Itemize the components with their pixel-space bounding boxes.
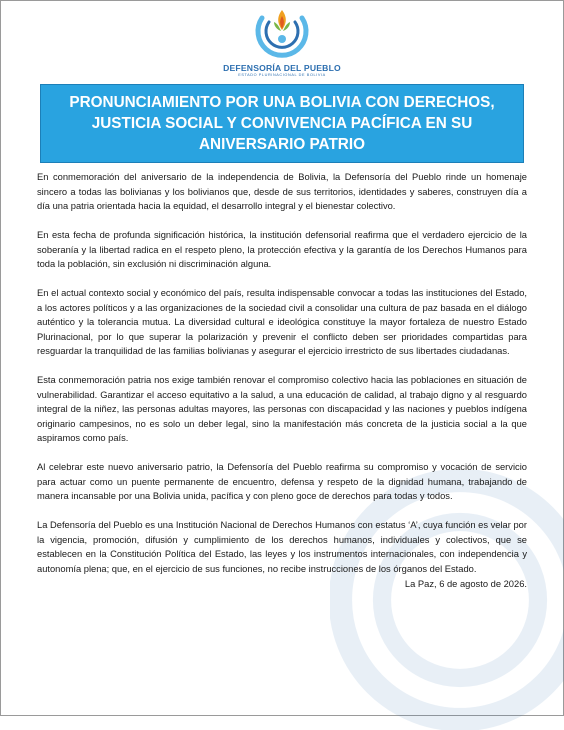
paragraph: Esta conmemoración patria nos exige también renovar el compromiso colectivo hacia las poblaciones en situación de vulnerabilidad. Garantizar el acceso equitativo a la salud, a una educación de calidad, al trabajo digno y al resguardo integral de la niñez, las personas adultas mayores, las personas con discapacidad y las naciones y pueblos indígena originario campesinos, no es solo un deber legal, sino la manifestación más concreta de la justicia social a la que aspiramos como país. xyxy=(37,375,527,443)
header-logo xyxy=(220,2,344,82)
defensoria-emblem-icon xyxy=(252,2,312,62)
title-banner xyxy=(40,84,524,163)
logo-subtitle: ESTADO PLURINACIONAL DE BOLIVIA xyxy=(238,73,326,77)
paragraph: La Defensoría del Pueblo es una Institución Nacional de Derechos Humanos con estatus ‘A’, cuya función es velar por la vigencia, promoción, difusión y cumplimiento de los derechos humanos, individuales y colectivos, que se establecen en la Constitución Política del Estado, las leyes y los instrumentos internacionales, con independencia y autonomía plena; que, en el ejercicio de sus funciones, no recibe instrucciones de los órganos del Estado. xyxy=(37,520,527,574)
paragraph: Al celebrar este nuevo aniversario patrio, la Defensoría del Pueblo reafirma su compromiso y vocación de servicio para actuar como un puente permanente de encuentro, defensa y respeto de la dignidad humana, trabajando de manera incansable por una Bolivia unida, pacífica y con pleno goce de derechos para todas y todos. xyxy=(37,462,527,501)
document-date: La Paz, 6 de agosto de 2026. xyxy=(404,578,527,589)
paragraph: En conmemoración del aniversario de la independencia de Bolivia, la Defensoría del Pueblo rinde un homenaje sincero a todas las bolivianas y los bolivianos que, desde de sus territorios, identidades y saberes, construyen día a día una patria orientada hacia la equidad, el desarrollo integral y el bienestar colectivo. xyxy=(37,172,527,211)
paragraph: En el actual contexto social y económico del país, resulta indispensable convocar a todas las instituciones del Estado, a los actores políticos y a las organizaciones de la sociedad civil a consolidar una cultura de paz basada en el diálogo auténtico y la tolerancia mutua. La diversidad cultural e ideológica constituye la mayor fortaleza de nuestro Estado Plurinacional, por lo que superar la polarización y prevenir el conflicto deben ser prioridades compartidas para resguardar la tranquilidad de las familias bolivianas y asegurar el ejercicio irrestricto de sus libertades ciudadanas. xyxy=(37,288,527,356)
document-body xyxy=(37,170,527,591)
paragraph: En esta fecha de profunda significación histórica, la institución defensorial reafirma que el verdadero ejercicio de la soberanía y la libertad radica en el respeto pleno, la protección efectiva y la garantía de los Derechos Humanos para toda la población, sin exclusión ni discriminación alguna. xyxy=(37,230,527,269)
document-title: PRONUNCIAMIENTO POR UNA BOLIVIA CON DERECHOS, JUSTICIA SOCIAL Y CONVIVENCIA PACÍFICA EN SU ANIVERSARIO PATRIO xyxy=(69,94,495,153)
logo-name: DEFENSORÍA DEL PUEBLO xyxy=(223,63,341,73)
